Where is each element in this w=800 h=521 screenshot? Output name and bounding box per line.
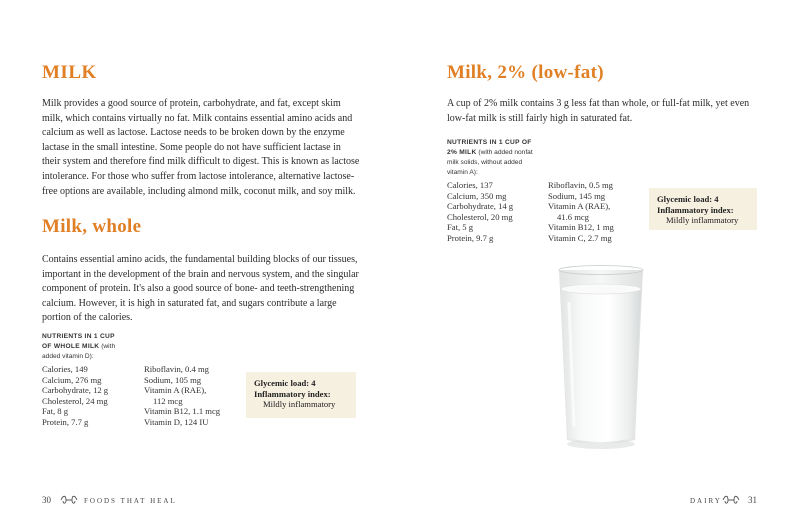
nutrient-item: Carbohydrate, 14 g (447, 201, 514, 212)
nutrient-item: Calcium, 350 mg (447, 190, 507, 201)
nutrients-heading-bold: NUTRIENTS IN 1 CUP OF 2% MILK (447, 139, 532, 156)
nutrient-item: Vitamin B12, 1.1 mcg (144, 406, 221, 417)
nutrients-heading-note: (with added nonfat milk solids, without added vitamin A): (447, 149, 533, 176)
nutrient-item: 41.6 mcg (557, 211, 589, 222)
running-head: FOODS THAT HEAL (84, 497, 177, 505)
inflammatory-index-value: Mildly inflammatory (666, 215, 739, 226)
nutrients-column-1 (447, 180, 513, 244)
nutrient-item: Fat, 5 g (447, 222, 474, 233)
section-title-milk: MILK (42, 62, 97, 83)
nutrient-item: Carbohydrate, 12 g (42, 385, 109, 396)
milk-whole-description: Contains essential amino acids, the fundamental building blocks of our tissues, important in the development of the brain and nervous system, and the singular component of protein. It's also a good source of bone- and teeth-strengthening calcium. However, it is high in saturated fat, and sugars contribute a large portion of the calories. (42, 254, 359, 324)
nutrient-item: Vitamin C, 2.7 mg (548, 232, 612, 243)
glycemic-load: Glycemic load: 4 (254, 378, 316, 388)
nutrients-column-1 (42, 364, 108, 428)
milk-intro-text: Milk provides a good source of protein, carbohydrate, and fat, except skim milk, which contains virtually no fat. Milk contains essential amino acids and calcium as well as lactose. Lactose needs to be broken down by the enzyme lactase in the small intestine. Some people do not have sufficient lactase in their system and therefore find milk difficult to digest. This is known as lactose intolerance. For those who suffer from lactose intolerance, alternative lactose-free options are available, including almond milk, coconut milk, and soy milk. (42, 98, 360, 197)
nutrients-column-2 (548, 180, 614, 244)
glycemic-box (246, 372, 356, 418)
ornament-icon (60, 494, 78, 506)
inflammatory-index-label: Inflammatory index: (657, 204, 734, 215)
glycemic-box (649, 188, 757, 230)
inflammatory-index-value: Mildly inflammatory (263, 399, 336, 410)
nutrient-item: Fat, 8 g (42, 406, 69, 417)
nutrient-item: Calcium, 276 mg (42, 374, 102, 385)
subtitle-milk-whole: Milk, whole (42, 216, 142, 237)
nutrient-item: 112 mcg (153, 395, 183, 406)
milk-glass-image (555, 262, 647, 452)
glycemic-load: Glycemic load: 4 (657, 194, 719, 204)
nutrient-item: Protein, 9.7 g (447, 232, 494, 243)
inflammatory-index-label: Inflammatory index: (254, 388, 331, 399)
nutrient-item: Sodium, 105 mg (144, 374, 202, 385)
nutrient-item: Vitamin A (RAE), (144, 385, 207, 396)
nutrient-item: Protein, 7.7 g (42, 416, 89, 427)
ornament-icon (722, 494, 740, 506)
page-number: 30 (42, 495, 51, 505)
nutrients-heading (42, 332, 124, 362)
nutrient-item: Sodium, 145 mg (548, 190, 606, 201)
subtitle-milk-2-percent: Milk, 2% (low-fat) (447, 62, 604, 83)
milk-2-percent-description: A cup of 2% milk contains 3 g less fat than whole, or full-fat milk, yet even low-fat milk is still fairly high in saturated fat. (447, 98, 750, 124)
nutrient-item: Cholesterol, 20 mg (447, 211, 513, 222)
nutrients-heading (447, 138, 537, 178)
nutrient-item: Vitamin A (RAE), (548, 201, 611, 212)
running-head: DAIRY (690, 497, 722, 505)
nutrient-item: Calories, 149 (42, 364, 88, 374)
nutrient-item: Riboflavin, 0.4 mg (144, 364, 209, 374)
nutrient-item: Vitamin B12, 1 mg (548, 222, 614, 233)
nutrients-heading-note: (with added vitamin D): (42, 343, 116, 360)
nutrient-item: Riboflavin, 0.5 mg (548, 180, 613, 190)
right-page (400, 0, 800, 521)
nutrient-item: Calories, 137 (447, 180, 493, 190)
nutrients-column-2 (144, 364, 220, 428)
nutrients-heading-bold: NUTRIENTS IN 1 CUP OF WHOLE MILK (42, 333, 115, 350)
nutrient-item: Vitamin D, 124 IU (144, 416, 209, 427)
page-number: 31 (748, 495, 757, 505)
nutrient-item: Cholesterol, 24 mg (42, 395, 108, 406)
